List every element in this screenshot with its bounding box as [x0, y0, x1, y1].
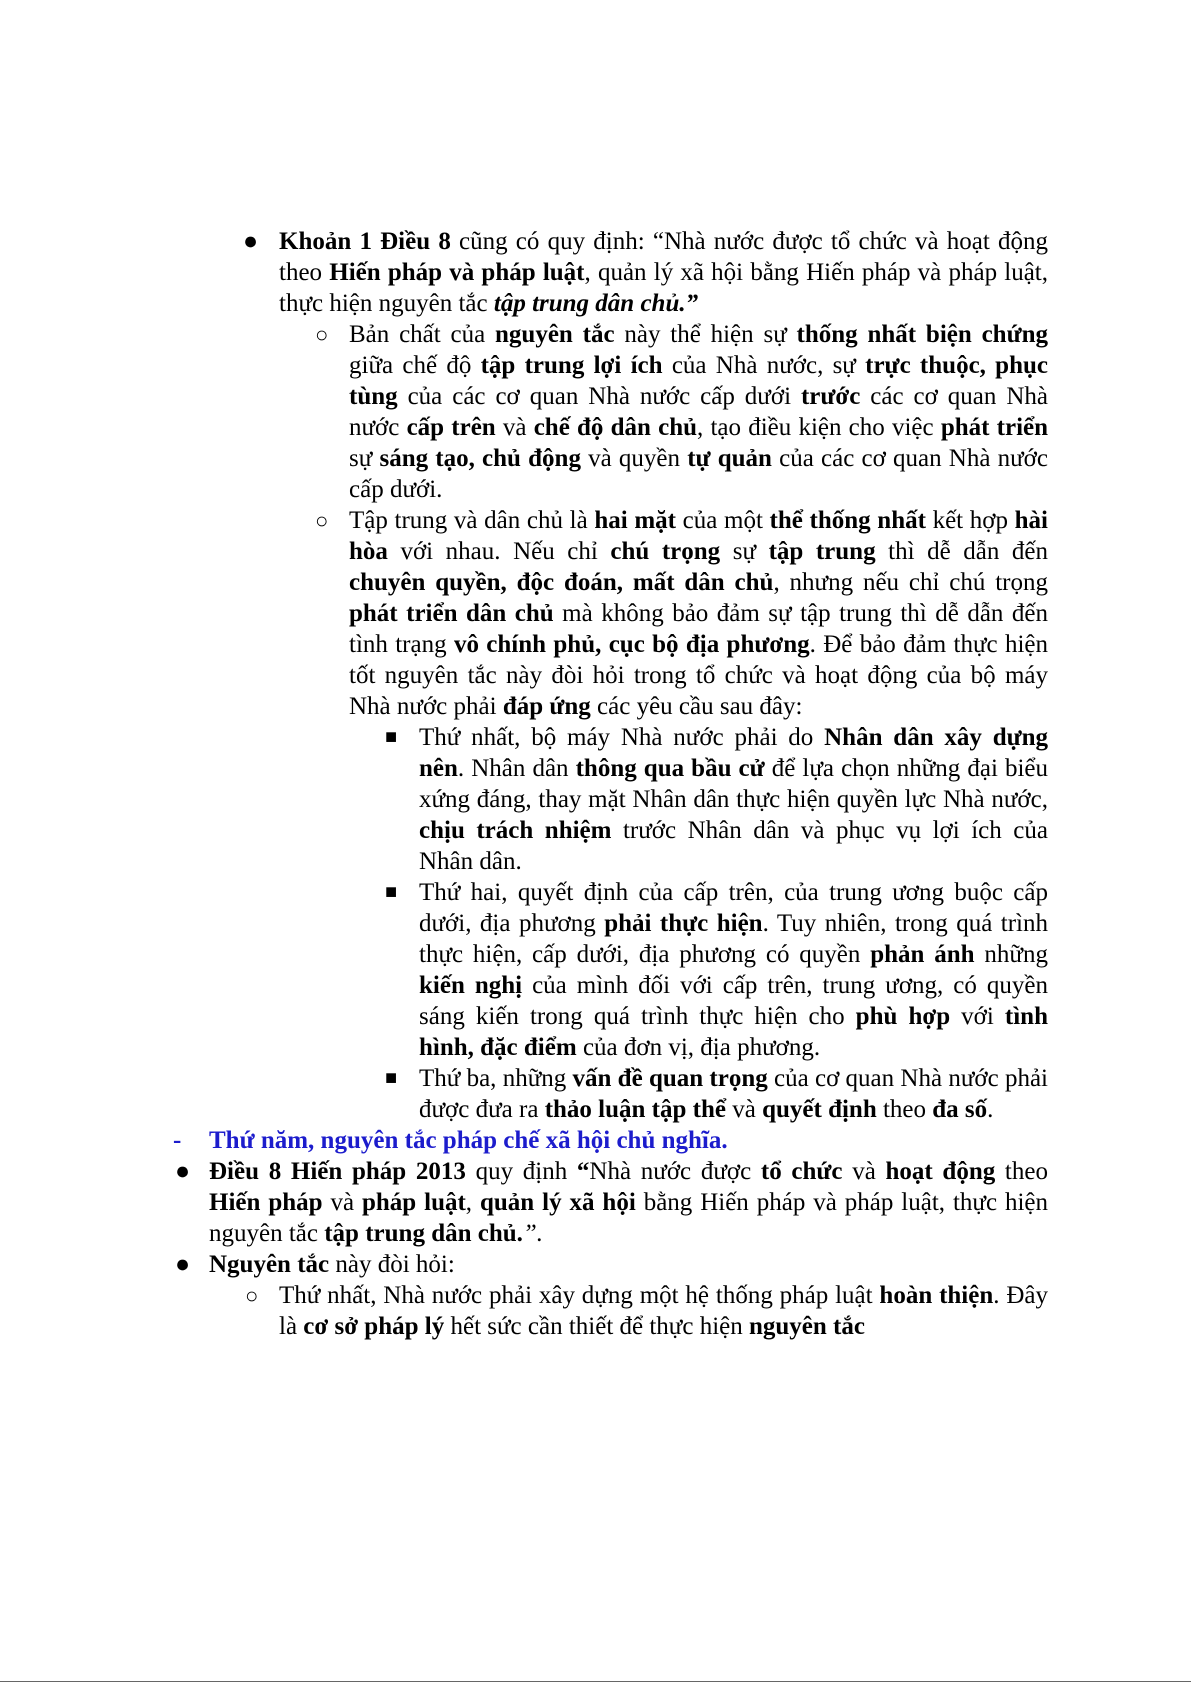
text-bold: Hiến pháp và pháp luật [329, 259, 585, 286]
text: của một [676, 507, 770, 534]
list-item-thu-nhat-bo-may [385, 722, 1049, 877]
text-bold-italic: tập trung dân chủ. [493, 290, 686, 317]
text-bold-italic: ” [685, 290, 699, 317]
footer-divider [0, 1681, 1191, 1682]
bullet-icon: ● [175, 1158, 191, 1185]
text: hết sức cần thiết để thực hiện [444, 1313, 749, 1340]
text: bằng Hiến pháp và pháp luật, thực hiện nguyên tắc [209, 1189, 1049, 1247]
text-bold: cơ sở pháp lý [303, 1313, 445, 1340]
text: của đơn vị, địa phương. [576, 1034, 821, 1061]
text-bold: thể thống nhất [769, 507, 926, 534]
text-italic: ”. [522, 1220, 544, 1247]
text: và [322, 1189, 362, 1216]
text: . Nhân dân [457, 755, 576, 782]
square-bullet-icon: ■ [385, 726, 398, 748]
text-bold: quản lý xã hội [479, 1189, 636, 1216]
text: Bản chất của [349, 321, 496, 348]
text-bold: Nhân dân xây dựng nên [419, 724, 1049, 782]
text-bold: tập trung [768, 538, 876, 565]
text-bold: chế độ dân chủ [533, 414, 698, 441]
text: và [725, 1096, 763, 1123]
list-item-khoan-1-dieu-8 [243, 226, 1048, 319]
heading-text: Thứ năm, nguyên tắc pháp chế xã hội chủ nghĩa. [209, 1127, 728, 1154]
text-bold: phát triển dân chủ [349, 600, 554, 627]
text-bold: hài hòa [349, 507, 1049, 565]
text: , [465, 1189, 480, 1216]
text-bold: pháp luật [361, 1189, 466, 1216]
circle-bullet-icon: ○ [315, 508, 329, 533]
text: . Để bảo đảm thực hiện tốt nguyên tắc này đòi hỏi trong tổ chức và hoạt động của bộ máy Nhà nước phải [349, 631, 1048, 720]
text: theo [876, 1096, 933, 1123]
text: Tập trung và dân chủ là [349, 507, 595, 534]
text: để lựa chọn những đại biểu xứng đáng, thay mặt Nhân dân thực hiện quyền lực Nhà nước, [419, 755, 1048, 813]
text-bold: hoàn thiện [879, 1282, 994, 1309]
text-bold: hai mặt [594, 507, 677, 534]
square-bullet-icon: ■ [385, 881, 398, 903]
text: của các cơ quan Nhà nước cấp dưới. [349, 445, 1048, 503]
text: này đòi hỏi: [329, 1251, 455, 1278]
text-bold: hoạt động [885, 1158, 996, 1185]
text: . Đây là [279, 1282, 1048, 1340]
text-bold: phải thực hiện [604, 910, 763, 937]
text: của cơ quan Nhà nước phải được đưa ra [419, 1065, 1048, 1123]
text-bold: thông qua bầu cử [575, 755, 765, 782]
text-bold: tập trung dân chủ. [324, 1220, 523, 1247]
text: thì dễ dẫn đến [875, 538, 1048, 565]
text: với [950, 1003, 1005, 1030]
text-bold: phát triển [940, 414, 1049, 441]
text: sự [349, 445, 380, 472]
text: . Tuy nhiên, trong quá trình thực hiện, cấp dưới, địa phương có quyền [419, 910, 1048, 968]
text-bold: nguyên tắc [495, 321, 615, 348]
document-body [0, 226, 1191, 1342]
text-bold: tình hình, đặc điểm [419, 1003, 1048, 1061]
text: và [495, 414, 534, 441]
text: Thứ nhất, Nhà nước phải xây dựng một hệ thống pháp luật [279, 1282, 880, 1309]
text: giữa chế độ [349, 352, 481, 379]
text: . [987, 1096, 994, 1123]
text-bold: sáng tạo, chủ động [379, 445, 581, 472]
circle-bullet-icon: ○ [315, 322, 329, 347]
text-bold: trước [800, 383, 861, 410]
text: Thứ ba, những [419, 1065, 573, 1092]
text: của các cơ quan Nhà nước cấp dưới [397, 383, 801, 410]
text-bold: chịu trách nhiệm [419, 817, 612, 844]
text: và [842, 1158, 886, 1185]
circle-bullet-icon: ○ [245, 1283, 259, 1308]
text-bold: phù hợp [855, 1003, 951, 1030]
text: các cơ quan Nhà nước [349, 383, 1048, 441]
text-bold: Nguyên tắc [209, 1251, 330, 1278]
text: , quản lý xã hội bằng Hiến pháp và pháp luật, thực hiện nguyên tắc [279, 259, 1048, 317]
text: và quyền [580, 445, 688, 472]
text-bold: cấp trên [406, 414, 496, 441]
text-bold: thống nhất biện chứng [796, 321, 1048, 348]
text: quy định [465, 1158, 577, 1185]
text: của mình đối với cấp trên, trung ương, có quyền sáng kiến trong quá trình thực hiện cho [419, 972, 1048, 1030]
text: sự [720, 538, 769, 565]
text: Nhà nước được [589, 1158, 761, 1185]
text-bold: tự quản [687, 445, 772, 472]
list-item-ban-chat [315, 319, 1049, 505]
text-bold: vấn đề quan trọng [572, 1065, 768, 1092]
text-bold: Điều 8 Hiến pháp 2013 [209, 1158, 466, 1185]
text-bold: chuyên quyền, độc đoán, mất dân chủ [349, 569, 774, 596]
text-bold: tổ chức [760, 1158, 843, 1185]
text-bold: chú trọng [610, 538, 721, 565]
text-bold: nguyên tắc [749, 1313, 865, 1340]
dash-marker-icon: - [173, 1127, 182, 1154]
text: của Nhà nước, sự [662, 352, 866, 379]
text-bold: “ [576, 1158, 590, 1185]
list-item-dieu-8-hien-phap [175, 1156, 1049, 1249]
list-item-thu-ba-van-de [385, 1063, 1048, 1125]
text: với nhau. Nếu chỉ [387, 538, 611, 565]
text: Thứ hai, quyết định của cấp trên, của trung ương buộc cấp dưới, địa phương [419, 879, 1048, 937]
text: , tạo điều kiện cho việc [697, 414, 941, 441]
text-bold: Hiến pháp [209, 1189, 323, 1216]
square-bullet-icon: ■ [385, 1067, 398, 1089]
list-item-tap-trung-dan-chu [315, 505, 1049, 722]
section-heading [173, 1125, 1048, 1156]
text-bold: đa số [932, 1096, 988, 1123]
text: các yêu cầu sau đây: [590, 693, 803, 720]
text: Thứ nhất, bộ máy Nhà nước phải do [419, 724, 825, 751]
list-item-he-thong-phap-luat [245, 1280, 1048, 1342]
text-bold: quyết định [762, 1096, 877, 1123]
text-bold: đáp ứng [502, 693, 591, 720]
text: cũng có quy định: “Nhà nước được tổ chức và hoạt động theo [279, 228, 1048, 286]
text: những [974, 941, 1048, 968]
list-item-nguyen-tac-doi-hoi [175, 1249, 1048, 1280]
text-bold: trực thuộc, phục tùng [349, 352, 1048, 410]
bullet-icon: ● [243, 228, 259, 255]
text-bold: kiến nghị [419, 972, 523, 999]
text: trước Nhân dân và phục vụ lợi ích của Nhân dân. [419, 817, 1048, 875]
text: kết hợp [925, 507, 1015, 534]
text: này thể hiện sự [614, 321, 797, 348]
text-bold: vô chính phủ, cục bộ địa phương [453, 631, 810, 658]
text-bold: phản ánh [870, 941, 975, 968]
text-bold: thảo luận tập thể [544, 1096, 726, 1123]
text-bold: tập trung lợi ích [480, 352, 663, 379]
bullet-icon: ● [175, 1251, 191, 1278]
text: mà không bảo đảm sự tập trung thì dễ dẫn đến tình trạng [349, 600, 1049, 658]
text-bold: Khoản 1 Điều 8 [279, 228, 451, 255]
list-item-thu-hai-quyet-dinh [385, 877, 1048, 1063]
text: , nhưng nếu chỉ chú trọng [773, 569, 1048, 596]
text: theo [995, 1158, 1048, 1185]
